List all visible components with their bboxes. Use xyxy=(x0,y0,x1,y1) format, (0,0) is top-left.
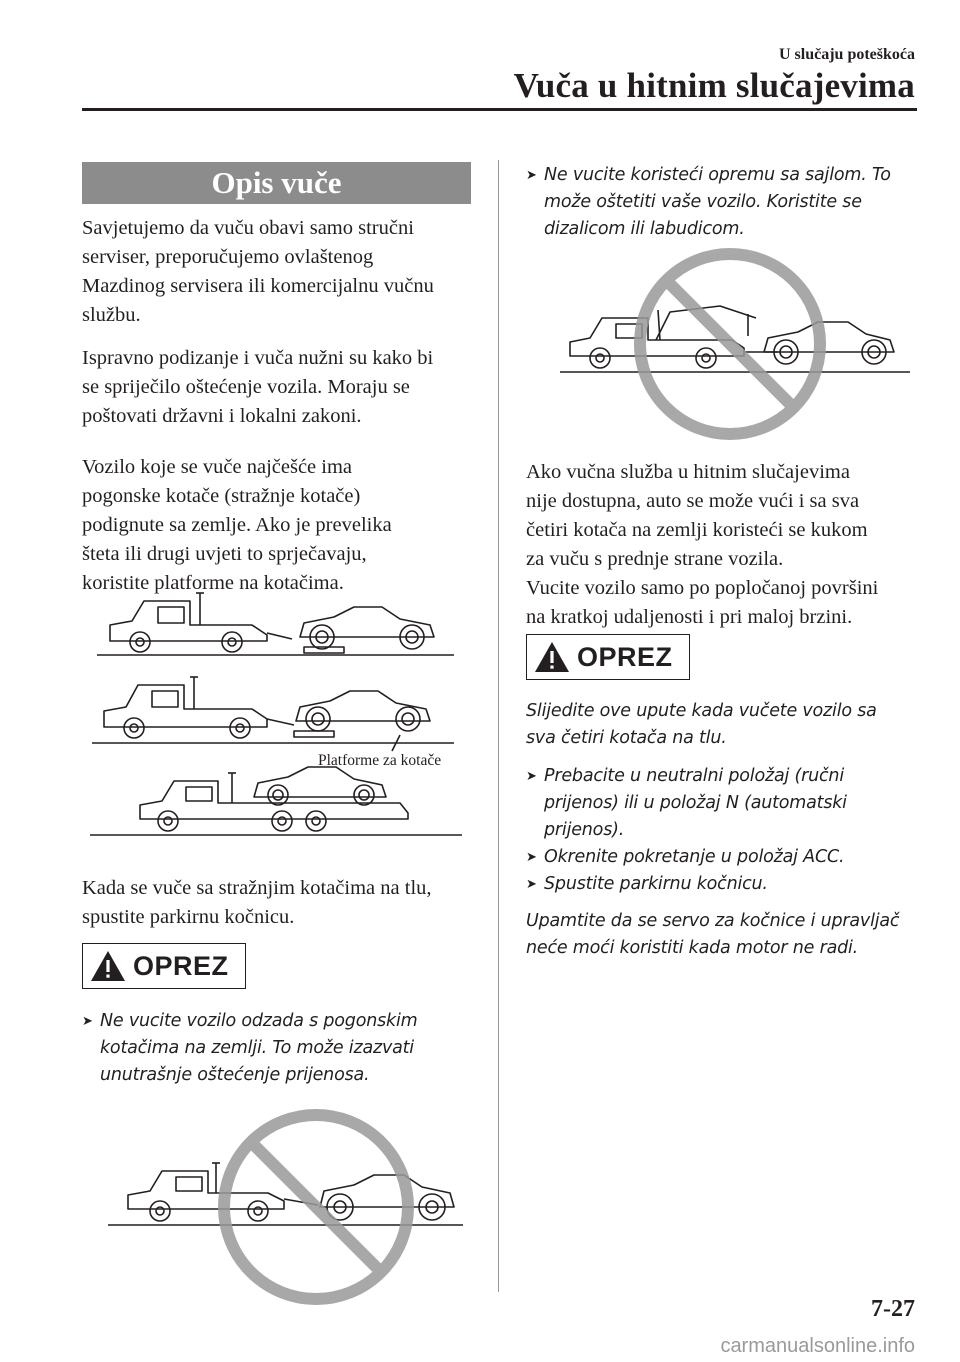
tow-truck-with-dollies xyxy=(92,677,454,751)
bullet-arrow-icon: ➤ xyxy=(82,1014,93,1029)
caution-label: OPREZ xyxy=(133,950,229,981)
list-item xyxy=(526,844,926,871)
prohibited-tow-illustration xyxy=(108,1095,468,1295)
page-number: 7-27 xyxy=(871,1296,915,1322)
text-line: na kratkoj udaljenosti i pri maloj brzini. xyxy=(526,606,853,628)
left-paragraph-1 xyxy=(82,214,477,330)
text-line: nije dostupna, auto se može vući i sa sva xyxy=(526,490,860,512)
text-line: Ako vučna služba u hitnim slučajevima xyxy=(526,461,850,483)
right-steps xyxy=(526,763,926,898)
text-line: šteta ili drugi uvjeti to sprječavaju, xyxy=(82,543,367,565)
text-line: serviser, preporučujemo ovlaštenog xyxy=(82,246,374,268)
figure-caption: Platforme za kotače xyxy=(318,752,442,769)
text-line: prijenos) ili u položaj N (automatski xyxy=(544,793,847,813)
text-line: se spriječilo oštećenje vozila. Moraju se xyxy=(82,376,410,398)
caution-label: OPREZ xyxy=(577,641,673,672)
right-paragraph-1 xyxy=(526,458,926,632)
text-line: Mazdinog servisera ili komercijalnu vučnu xyxy=(82,275,434,297)
right-caution-intro xyxy=(526,698,926,752)
bullet-arrow-icon: ➤ xyxy=(526,877,537,892)
prohibited-cable-tow-illustration xyxy=(560,248,920,443)
left-paragraph-2 xyxy=(82,344,477,431)
right-note xyxy=(526,908,936,962)
page-title: Vuča u hitnim slučajevima xyxy=(513,66,915,105)
flatbed-tow-truck xyxy=(90,767,462,835)
tow-truck-wheel-lift xyxy=(97,593,454,655)
bullet-arrow-icon: ➤ xyxy=(526,769,537,784)
text-line: sva četiri kotača na tlu. xyxy=(526,728,727,748)
prohibited-icon xyxy=(640,254,820,434)
text-line: spustite parkirnu kočnicu. xyxy=(82,906,295,928)
text-line: neće moći koristiti kada motor ne radi. xyxy=(526,938,859,958)
left-caution-bullet xyxy=(82,1008,477,1089)
text-line: Ispravno podizanje i vuča nužni su kako bi xyxy=(82,347,434,369)
text-line: Prebacite u neutralni položaj (ručni xyxy=(544,766,844,786)
watermark: carmanualsonline.info xyxy=(720,1335,915,1357)
text-line: Spustite parkirnu kočnicu. xyxy=(544,874,768,894)
text-line: Slijedite ove upute kada vučete vozilo sa xyxy=(526,701,877,721)
text-line: pogonske kotače (stražnje kotače) xyxy=(82,485,361,507)
bullet-arrow-icon: ➤ xyxy=(526,168,537,183)
text-line: unutrašnje oštećenje prijenosa. xyxy=(100,1065,370,1085)
text-line: za vuču s prednje strane vozila. xyxy=(526,548,784,570)
text-line: Savjetujemo da vuču obavi samo stručni xyxy=(82,217,414,239)
right-bullet-1 xyxy=(526,162,926,243)
text-line: poštovati državni i lokalni zakoni. xyxy=(82,405,362,427)
text-line: Ne vucite koristeći opremu sa sajlom. To xyxy=(544,165,891,185)
column-divider xyxy=(498,160,499,1292)
caution-box xyxy=(526,634,690,680)
text-line: koristite platforme na kotačima. xyxy=(82,572,344,594)
text-line: može oštetiti vaše vozilo. Koristite se xyxy=(544,192,862,212)
left-paragraph-4 xyxy=(82,874,477,932)
caution-box xyxy=(82,943,246,989)
text-line: Ne vucite vozilo odzada s pogonskim xyxy=(100,1011,418,1031)
tow-truck-illustrations xyxy=(82,585,477,850)
left-paragraph-3 xyxy=(82,453,477,598)
warning-triangle-icon xyxy=(89,949,127,983)
text-line: Vozilo koje se vuče najčešće ima xyxy=(82,456,353,478)
text-line: Vucite vozilo samo po popločanoj površini xyxy=(526,577,879,599)
chapter-title: U slučaju poteškoća xyxy=(778,46,915,63)
text-line: službu. xyxy=(82,304,141,326)
list-item xyxy=(526,763,926,844)
text-line: Okrenite pokretanje u položaj ACC. xyxy=(544,847,845,867)
text-line: podignute sa zemlje. Ako je prevelika xyxy=(82,514,392,536)
text-line: dizalicom ili labudicom. xyxy=(544,219,745,239)
text-line: Upamtite da se servo za kočnice i upravljač xyxy=(526,911,900,931)
section-title: Opis vuče xyxy=(82,162,471,204)
list-item xyxy=(526,871,926,898)
text-line: četiri kotača na zemlji koristeći se kukom xyxy=(526,519,868,541)
warning-triangle-icon xyxy=(533,640,571,674)
text-line: kotačima na zemlji. To može izazvati xyxy=(100,1038,414,1058)
bullet-arrow-icon: ➤ xyxy=(526,850,537,865)
text-line: Kada se vuče sa stražnjim kotačima na tlu, xyxy=(82,877,432,899)
header-rule xyxy=(82,108,917,111)
text-line: prijenos). xyxy=(544,820,625,840)
